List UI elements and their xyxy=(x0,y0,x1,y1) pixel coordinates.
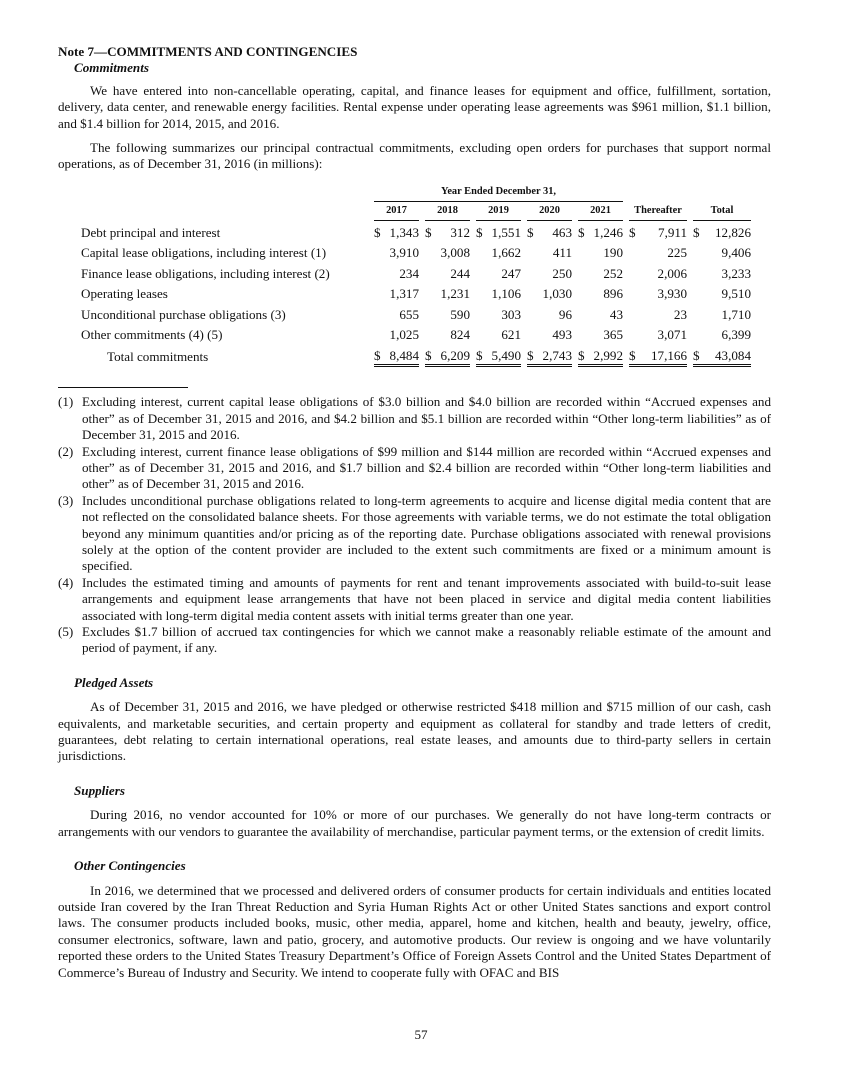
cell-value: 590 xyxy=(450,306,470,322)
row-label: Total commitments xyxy=(107,349,209,365)
row-label: Capital lease obligations, including interest (1) xyxy=(81,245,327,261)
row-label: Other commitments (4) (5) xyxy=(81,327,223,343)
footnote-marker: (5) xyxy=(58,624,74,640)
footnote-text: Excluding interest, current capital lease obligations of $3.0 billion and $4.0 billion are recorded within “Accrued expenses and other” as of December 31, 2015 and 2016, and $4.2 billion and $5.1 billion are recorded within “Other long-term liabilities” as of December 31, 2015 and 2016. xyxy=(82,394,771,443)
footnotes xyxy=(58,394,771,657)
footnote-rule xyxy=(58,387,188,388)
cell-value: 493 xyxy=(552,327,572,343)
header-filler xyxy=(637,183,687,202)
cell-value: 43 xyxy=(609,306,623,322)
currency-symbol: $ xyxy=(425,224,432,240)
currency-symbol: $ xyxy=(629,224,636,240)
currency-symbol xyxy=(374,262,382,283)
cell-value: 1,231 xyxy=(440,286,470,302)
currency-symbol xyxy=(578,262,586,283)
currency-symbol: $ xyxy=(476,344,484,366)
currency-symbol xyxy=(693,282,701,303)
other-contingencies-paragraph: In 2016, we determined that we processed and delivered orders of consumer products for certain individuals and entities located outside Iran covered by the Iran Threat Reduction and Syria Human Rights Act or other United States sanctions and export control laws. The consumer products included books, music, other media, apparel, home and kitchen, health and beauty, jewelry, office, consumer electronics, software, lawn and patio, grocery, and automotive products. Our review is ongoing and we have voluntarily reported these orders to the United States Treasury Department’s Office of Foreign Assets Control and the United States Department of Commerce’s Bureau of Industry and Security. We intend to cooperate fully with OFAC and BIS xyxy=(58,882,771,980)
cell-value: 8,484 xyxy=(382,344,419,366)
cell-value: 7,911 xyxy=(658,224,687,240)
currency-symbol xyxy=(693,262,701,283)
cell-value: 6,399 xyxy=(721,327,751,343)
header-filler xyxy=(701,183,751,202)
currency-symbol: $ xyxy=(693,224,700,240)
cell-value: 17,166 xyxy=(637,344,687,366)
currency-symbol: $ xyxy=(374,224,381,240)
currency-symbol xyxy=(578,303,586,324)
currency-symbol xyxy=(425,303,433,324)
header-filler xyxy=(693,183,701,202)
suppliers-paragraph: During 2016, no vendor accounted for 10% or more of our purchases. We generally do not have long-term contracts or arrangements with our vendors to guarantee the availability of merchandise, particular payment terms, or the extension of credit limits. xyxy=(58,807,771,839)
commitments-paragraph-1: We have entered into non-cancellable operating, capital, and finance leases for equipment and office, fulfillment, sortation, delivery, data center, and renewable energy facilities. Rental expense under operating lease agreements was $961 million, $1.1 billion, and $1.4 billion for 2014, 2015, and 2016. xyxy=(58,82,771,131)
document-page xyxy=(58,44,771,981)
currency-symbol: $ xyxy=(374,344,382,366)
suppliers-heading: Suppliers xyxy=(74,782,125,798)
currency-symbol xyxy=(527,262,535,283)
row-label: Operating leases xyxy=(81,286,168,302)
column-header: 2017 xyxy=(374,201,419,220)
footnote-text: Excludes $1.7 billion of accrued tax contingencies for which we cannot make a reasonably reliable estimate of the amount and period of payment, if any. xyxy=(82,624,771,656)
currency-symbol: $ xyxy=(476,224,483,240)
cell-value: 2,992 xyxy=(586,344,623,366)
footnote xyxy=(58,394,771,443)
table-row xyxy=(81,282,751,303)
cell-value: 1,025 xyxy=(389,327,419,343)
footnote xyxy=(58,624,771,657)
cell-value: 3,233 xyxy=(721,265,751,281)
currency-symbol xyxy=(425,282,433,303)
currency-symbol xyxy=(374,303,382,324)
currency-symbol xyxy=(693,241,701,262)
column-header: Total xyxy=(693,201,751,220)
table-body xyxy=(81,220,751,366)
currency-symbol xyxy=(693,303,701,324)
column-header-row xyxy=(81,201,751,220)
currency-symbol xyxy=(527,241,535,262)
cell-value: 3,008 xyxy=(440,245,470,261)
note-title: Note 7—COMMITMENTS AND CONTINGENCIES xyxy=(58,44,358,59)
currency-symbol xyxy=(578,323,586,344)
currency-symbol: $ xyxy=(425,344,433,366)
cell-value: 6,209 xyxy=(433,344,470,366)
cell-value: 411 xyxy=(552,245,572,261)
currency-symbol xyxy=(629,241,637,262)
footnote-marker: (1) xyxy=(58,394,74,410)
currency-symbol xyxy=(374,241,382,262)
currency-symbol: $ xyxy=(693,344,701,366)
footnote xyxy=(58,444,771,493)
commitments-heading: Commitments xyxy=(74,60,149,76)
cell-value: 463 xyxy=(552,224,572,240)
footnote-text: Excluding interest, current finance lease obligations of $99 million and $144 million are recorded within “Accrued expenses and other” as of December 31, 2015 and 2016, and $1.7 billion and $2.4 billion are recorded within “Other long-term liabilities and other” as of December 31, 2015 and 2016. xyxy=(82,443,771,492)
currency-symbol xyxy=(476,323,484,344)
cell-value: 234 xyxy=(399,265,419,281)
row-label: Unconditional purchase obligations (3) xyxy=(81,306,286,322)
table-row xyxy=(81,323,751,344)
cell-value: 365 xyxy=(603,327,623,343)
table-row xyxy=(81,262,751,283)
cell-value: 303 xyxy=(501,306,521,322)
footnote xyxy=(58,493,771,575)
cell-value: 1,246 xyxy=(593,224,623,240)
footnote-text: Includes unconditional purchase obligations related to long-term agreements to acquire and license digital media content that are not reflected on the consolidated balance sheets. For those agreements with variable terms, we do not estimate the total obligation beyond any minimum quantities and/or pricing as of the reporting date. Purchase obligations associated with renewal provisions solely at the option of the content provider are included to the extent such commitments are fixed or a minimum amount is specified. xyxy=(82,492,771,574)
footnote-marker: (2) xyxy=(58,443,74,459)
footnote-text: Includes the estimated timing and amounts of payments for rent and tenant improvements associated with build-to-suit lease arrangements and equipment lease arrangements that have not been placed in service and digital media content liabilities associated with long-term digital media content assets with initial terms greater than one year. xyxy=(82,574,771,623)
currency-symbol xyxy=(629,303,637,324)
currency-symbol xyxy=(425,241,433,262)
currency-symbol xyxy=(425,262,433,283)
commitments-paragraph-2: The following summarizes our principal contractual commitments, excluding open orders for purchases that support normal operations, as of December 31, 2016 (in millions): xyxy=(58,140,771,172)
pledged-assets-heading: Pledged Assets xyxy=(74,674,154,690)
cell-value: 3,071 xyxy=(657,327,687,343)
cell-value: 1,551 xyxy=(491,224,521,240)
table-row xyxy=(81,303,751,324)
currency-symbol xyxy=(578,282,586,303)
currency-symbol xyxy=(476,241,484,262)
cell-value: 9,406 xyxy=(721,245,751,261)
cell-value: 1,030 xyxy=(542,286,572,302)
cell-value: 1,317 xyxy=(389,286,419,302)
table-row xyxy=(81,220,751,241)
currency-symbol xyxy=(476,282,484,303)
footnote xyxy=(58,575,771,624)
cell-value: 1,662 xyxy=(491,245,521,261)
cell-value: 5,490 xyxy=(484,344,521,366)
pledged-assets-paragraph: As of December 31, 2015 and 2016, we have pledged or otherwise restricted $418 million and $715 million of our cash, cash equivalents, and marketable securities, and certain property and equipment as collateral for standby and trade letters of credit, guarantees, debt relating to certain international operations, real estate leases, and amounts due to third-party sellers in certain jurisdictions. xyxy=(58,699,771,764)
cell-value: 655 xyxy=(399,306,419,322)
total-row xyxy=(81,344,751,366)
currency-symbol xyxy=(374,282,382,303)
currency-symbol xyxy=(629,282,637,303)
currency-symbol xyxy=(425,323,433,344)
currency-symbol xyxy=(476,262,484,283)
cell-value: 250 xyxy=(552,265,572,281)
row-label: Finance lease obligations, including interest (2) xyxy=(81,265,330,281)
cell-value: 247 xyxy=(501,265,521,281)
cell-value: 225 xyxy=(667,245,687,261)
column-header: Thereafter xyxy=(629,201,687,220)
cell-value: 43,084 xyxy=(701,344,751,366)
other-contingencies-heading: Other Contingencies xyxy=(74,858,186,874)
cell-value: 12,826 xyxy=(714,224,751,240)
cell-value: 9,510 xyxy=(721,286,751,302)
currency-symbol: $ xyxy=(578,224,585,240)
table-row xyxy=(81,241,751,262)
currency-symbol xyxy=(476,303,484,324)
cell-value: 312 xyxy=(450,224,470,240)
cell-value: 896 xyxy=(603,286,623,302)
currency-symbol: $ xyxy=(527,224,534,240)
currency-symbol xyxy=(578,241,586,262)
cell-value: 96 xyxy=(558,306,572,322)
cell-value: 252 xyxy=(603,265,623,281)
cell-value: 3,910 xyxy=(389,245,419,261)
column-header: 2021 xyxy=(578,201,623,220)
cell-value: 1,710 xyxy=(721,306,751,322)
header-filler xyxy=(629,183,637,202)
column-header: 2020 xyxy=(527,201,572,220)
currency-symbol xyxy=(527,303,535,324)
currency-symbol: $ xyxy=(527,344,535,366)
column-header: 2019 xyxy=(476,201,521,220)
year-span-header: Year Ended December 31, xyxy=(374,183,623,202)
currency-symbol xyxy=(374,323,382,344)
cell-value: 1,106 xyxy=(491,286,521,302)
cell-value: 190 xyxy=(603,245,623,261)
cell-value: 1,343 xyxy=(389,224,419,240)
row-label-header xyxy=(81,201,374,220)
commitments-table xyxy=(81,183,751,368)
page-number: 57 xyxy=(414,1027,428,1042)
column-header: 2018 xyxy=(425,201,470,220)
currency-symbol xyxy=(629,262,637,283)
footnote-marker: (4) xyxy=(58,574,74,590)
cell-value: 244 xyxy=(450,265,470,281)
row-label: Debt principal and interest xyxy=(81,224,221,240)
cell-value: 621 xyxy=(501,327,521,343)
cell-value: 2,743 xyxy=(535,344,572,366)
cell-value: 23 xyxy=(673,306,687,322)
cell-value: 2,006 xyxy=(657,265,687,281)
footnote-marker: (3) xyxy=(58,492,74,508)
cell-value: 824 xyxy=(450,327,470,343)
currency-symbol xyxy=(693,323,701,344)
currency-symbol xyxy=(527,323,535,344)
cell-value: 3,930 xyxy=(657,286,687,302)
currency-symbol xyxy=(527,282,535,303)
currency-symbol: $ xyxy=(578,344,586,366)
currency-symbol xyxy=(629,323,637,344)
currency-symbol: $ xyxy=(629,344,637,366)
